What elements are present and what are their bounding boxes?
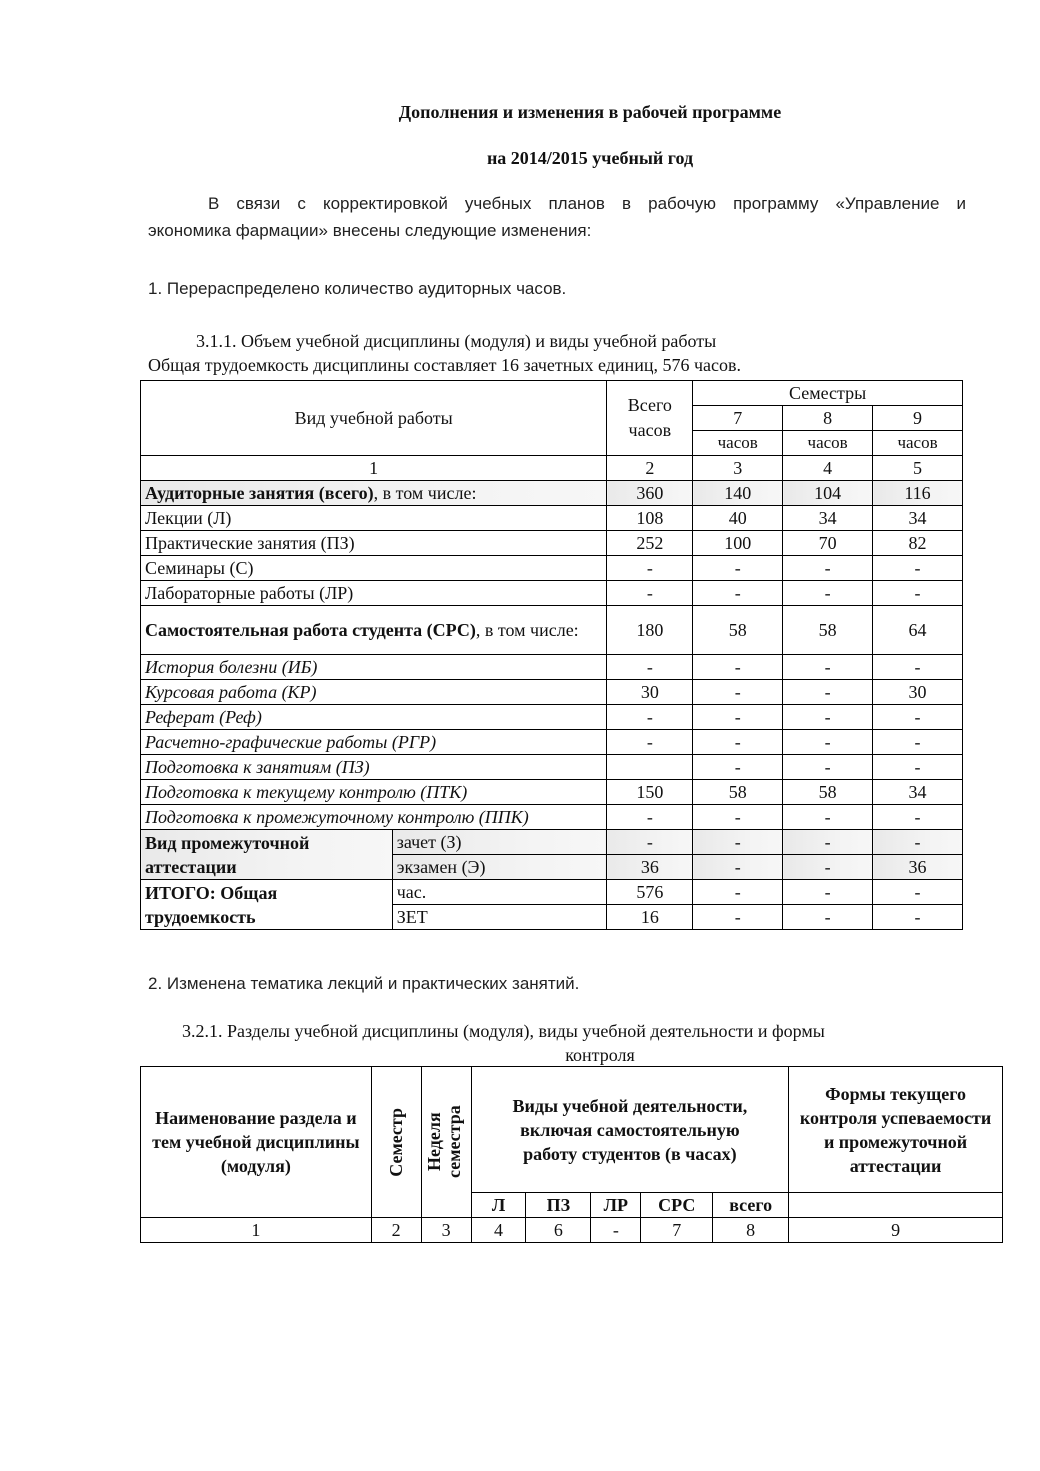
intro-line-2: экономика фармации» внесены следующие изменения: bbox=[148, 221, 592, 240]
value-cell: - bbox=[873, 655, 963, 680]
value-cell: 30 bbox=[873, 680, 963, 705]
intro-line-1: В связи с корректировкой учебных планов в рабочую программу «Управление и bbox=[208, 194, 966, 213]
value-cell: 252 bbox=[607, 531, 693, 556]
table-row bbox=[141, 655, 963, 680]
table-row bbox=[141, 730, 963, 755]
header-vidy: Виды учебной деятельности, включая самостоятельную работу студентов (в часах) bbox=[471, 1067, 789, 1193]
row-label bbox=[141, 780, 607, 805]
value-cell: 58 bbox=[783, 780, 873, 805]
table-row bbox=[141, 556, 963, 581]
value-cell: 34 bbox=[873, 780, 963, 805]
table-row bbox=[141, 805, 963, 830]
row-label-text: , в том числе: bbox=[373, 483, 477, 503]
sub-pz: ПЗ bbox=[526, 1193, 591, 1218]
col-number: 9 bbox=[789, 1218, 1003, 1243]
value-cell: 16 bbox=[607, 905, 693, 930]
row-label-text: Подготовка к текущему контролю (ПТК) bbox=[145, 782, 468, 802]
value-cell: - bbox=[873, 556, 963, 581]
col-number: 7 bbox=[641, 1218, 713, 1243]
value-cell: - bbox=[693, 855, 783, 880]
value-cell: 82 bbox=[873, 531, 963, 556]
value-cell: - bbox=[873, 730, 963, 755]
value-cell: 40 bbox=[693, 506, 783, 531]
value-cell: 36 bbox=[607, 855, 693, 880]
row-label-text: Лабораторные работы (ЛР) bbox=[145, 583, 354, 603]
value-cell: - bbox=[693, 655, 783, 680]
row-label-text: Подготовка к занятиям (ПЗ) bbox=[145, 757, 370, 777]
value-cell: 58 bbox=[783, 606, 873, 655]
value-cell: - bbox=[873, 805, 963, 830]
row-label-text: Расчетно-графические работы (РГР) bbox=[145, 732, 437, 752]
value-cell: 30 bbox=[607, 680, 693, 705]
row-label-text: История болезни (ИБ) bbox=[145, 657, 318, 677]
value-cell: - bbox=[783, 655, 873, 680]
table-row bbox=[141, 531, 963, 556]
value-cell: - bbox=[873, 581, 963, 606]
value-cell bbox=[607, 755, 693, 780]
value-cell: - bbox=[783, 805, 873, 830]
row-label bbox=[141, 805, 607, 830]
value-cell: - bbox=[693, 730, 783, 755]
table-row bbox=[141, 606, 963, 655]
value-cell: - bbox=[783, 730, 873, 755]
value-cell: - bbox=[607, 730, 693, 755]
col-number: 8 bbox=[713, 1218, 789, 1243]
row-label-text: Курсовая работа (КР) bbox=[145, 682, 317, 702]
row-label bbox=[141, 581, 607, 606]
value-cell: 150 bbox=[607, 780, 693, 805]
value-cell: - bbox=[607, 581, 693, 606]
value-cell: - bbox=[783, 581, 873, 606]
row-label-text: Лекции (Л) bbox=[145, 508, 232, 528]
doc-title: Дополнения и изменения в рабочей программе bbox=[398, 102, 782, 122]
header-vsego: Всего часов bbox=[607, 381, 693, 456]
row-label-text: Реферат (Реф) bbox=[145, 707, 262, 727]
table-row bbox=[141, 755, 963, 780]
col-number: 1 bbox=[141, 1218, 372, 1243]
header-sem-7: 7 bbox=[693, 406, 783, 431]
section-1-caption: 3.1.1. Объем учебной дисциплины (модуля) и виды учебной работы bbox=[196, 331, 717, 351]
value-cell: - bbox=[693, 755, 783, 780]
col-number: 3 bbox=[421, 1218, 471, 1243]
sub-srs: СРС bbox=[641, 1193, 713, 1218]
value-cell: - bbox=[873, 830, 963, 855]
header-hours-7: часов bbox=[693, 431, 783, 456]
row-label bbox=[141, 506, 607, 531]
item-2: 2. Изменена тематика лекций и практических занятий. bbox=[148, 974, 580, 993]
value-cell: - bbox=[783, 556, 873, 581]
row-label-text: , в том числе: bbox=[475, 620, 579, 640]
col-number: 2 bbox=[371, 1218, 421, 1243]
attestation-label: Вид промежуточной аттестации bbox=[141, 830, 393, 880]
col-number-2: 2 bbox=[607, 456, 693, 481]
row-label bbox=[141, 606, 607, 655]
col-number: - bbox=[591, 1218, 641, 1243]
value-cell: 116 bbox=[873, 481, 963, 506]
row-label bbox=[141, 556, 607, 581]
section-2-caption-line-2: контроля bbox=[565, 1045, 635, 1065]
row-label bbox=[141, 755, 607, 780]
itogo-sub: час. bbox=[392, 880, 607, 905]
value-cell: - bbox=[693, 581, 783, 606]
value-cell: - bbox=[783, 705, 873, 730]
value-cell: - bbox=[607, 805, 693, 830]
attestation-sub: зачет (З) bbox=[392, 830, 607, 855]
header-hours-8: часов bbox=[783, 431, 873, 456]
value-cell: 64 bbox=[873, 606, 963, 655]
value-cell: - bbox=[783, 855, 873, 880]
header-semestr: Семестр bbox=[386, 1107, 407, 1177]
value-cell: - bbox=[607, 705, 693, 730]
table-row bbox=[141, 680, 963, 705]
sub-lr: ЛР bbox=[591, 1193, 641, 1218]
row-label bbox=[141, 655, 607, 680]
col-number-5: 5 bbox=[873, 456, 963, 481]
header-name: Наименование раздела и тем учебной дисциплины (модуля) bbox=[141, 1067, 372, 1218]
value-cell: - bbox=[783, 830, 873, 855]
row-label bbox=[141, 730, 607, 755]
header-formy: Формы текущего контроля успеваемости и промежуточной аттестации bbox=[789, 1067, 1003, 1193]
value-cell: 70 bbox=[783, 531, 873, 556]
header-sem-9: 9 bbox=[873, 406, 963, 431]
col-number-1: 1 bbox=[141, 456, 607, 481]
value-cell: 34 bbox=[873, 506, 963, 531]
value-cell: - bbox=[873, 905, 963, 930]
item-1: 1. Перераспределено количество аудиторных часов. bbox=[148, 279, 567, 298]
value-cell: 140 bbox=[693, 481, 783, 506]
value-cell: - bbox=[783, 680, 873, 705]
value-cell: - bbox=[693, 556, 783, 581]
attestation-sub: экзамен (Э) bbox=[392, 855, 607, 880]
row-label-text: Подготовка к промежуточному контролю (ППК) bbox=[145, 807, 529, 827]
table-row bbox=[141, 581, 963, 606]
col-number: 6 bbox=[526, 1218, 591, 1243]
value-cell: - bbox=[607, 830, 693, 855]
header-nedelya: Неделя семестра bbox=[424, 1105, 465, 1179]
itogo-label: ИТОГО: Общая трудоемкость bbox=[141, 880, 393, 930]
sections-table bbox=[140, 1066, 1003, 1243]
value-cell: - bbox=[873, 755, 963, 780]
row-label-bold: Аудиторные занятия (всего) bbox=[145, 483, 374, 503]
header-vid: Вид учебной работы bbox=[141, 381, 607, 456]
sub-l: Л bbox=[471, 1193, 526, 1218]
value-cell: - bbox=[693, 880, 783, 905]
value-cell: - bbox=[607, 556, 693, 581]
value-cell: - bbox=[783, 880, 873, 905]
table-row bbox=[141, 705, 963, 730]
row-label bbox=[141, 481, 607, 506]
header-semestry: Семестры bbox=[693, 381, 963, 406]
section-2-caption: 3.2.1. Разделы учебной дисциплины (модуля), виды учебной деятельности и формы bbox=[182, 1021, 825, 1041]
value-cell: - bbox=[873, 705, 963, 730]
col-number-4: 4 bbox=[783, 456, 873, 481]
sub-empty bbox=[789, 1193, 1003, 1218]
value-cell: - bbox=[693, 805, 783, 830]
value-cell: - bbox=[783, 905, 873, 930]
table-row bbox=[141, 780, 963, 805]
row-label bbox=[141, 705, 607, 730]
value-cell: - bbox=[693, 905, 783, 930]
sub-vsego: всего bbox=[713, 1193, 789, 1218]
value-cell: - bbox=[873, 880, 963, 905]
value-cell: 360 bbox=[607, 481, 693, 506]
value-cell: 36 bbox=[873, 855, 963, 880]
header-hours-9: часов bbox=[873, 431, 963, 456]
table-row bbox=[141, 506, 963, 531]
row-label-text: Семинары (С) bbox=[145, 558, 254, 578]
section-1-total: Общая трудоемкость дисциплины составляет 16 зачетных единиц, 576 часов. bbox=[148, 355, 741, 375]
col-number: 4 bbox=[471, 1218, 526, 1243]
header-sem-8: 8 bbox=[783, 406, 873, 431]
value-cell: - bbox=[693, 680, 783, 705]
table-row bbox=[141, 481, 963, 506]
col-number-3: 3 bbox=[693, 456, 783, 481]
row-label bbox=[141, 680, 607, 705]
value-cell: 108 bbox=[607, 506, 693, 531]
value-cell: 34 bbox=[783, 506, 873, 531]
value-cell: - bbox=[783, 755, 873, 780]
value-cell: 180 bbox=[607, 606, 693, 655]
itogo-sub: ЗЕТ bbox=[392, 905, 607, 930]
doc-subtitle: на 2014/2015 учебный год bbox=[486, 148, 694, 168]
workload-table bbox=[140, 380, 963, 930]
value-cell: 58 bbox=[693, 606, 783, 655]
row-label-bold: Самостоятельная работа студента (СРС) bbox=[145, 620, 476, 640]
value-cell: 104 bbox=[783, 481, 873, 506]
value-cell: 58 bbox=[693, 780, 783, 805]
value-cell: - bbox=[607, 655, 693, 680]
value-cell: 576 bbox=[607, 880, 693, 905]
value-cell: - bbox=[693, 830, 783, 855]
value-cell: 100 bbox=[693, 531, 783, 556]
row-label-text: Практические занятия (ПЗ) bbox=[145, 533, 355, 553]
value-cell: - bbox=[693, 705, 783, 730]
row-label bbox=[141, 531, 607, 556]
